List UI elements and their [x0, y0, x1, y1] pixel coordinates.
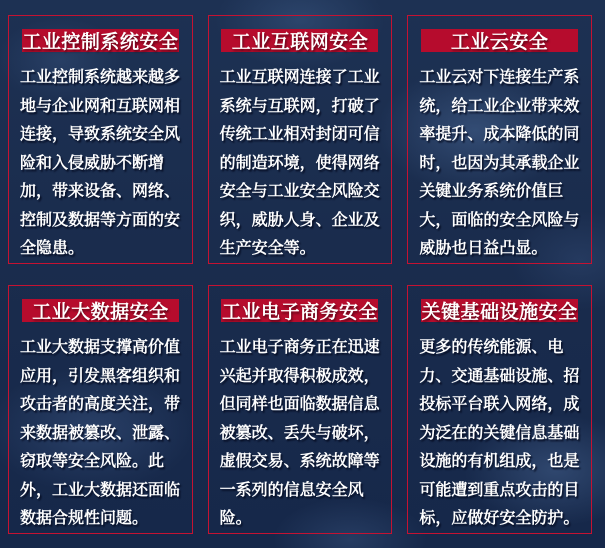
card-body-text: 工业电子商务正在迅速兴起并取得积极成效，但同样也面临数据信息被篡改、丢失与破坏，虚假交易、系统故障等一系列的信息安全风险。: [219, 339, 380, 527]
card-title-banner: [221, 29, 378, 52]
card-title: 关键基础设施安全: [421, 302, 578, 323]
card-title-banner: [22, 299, 179, 322]
card-industrial-big-data-security: [8, 285, 193, 534]
card-title: 工业控制系统安全: [22, 32, 179, 53]
card-critical-infrastructure-security: [407, 285, 592, 534]
card-body-text: 工业云对下连接生产系统，给工业企业带来效率提升、成本降低的同时，也因为其承载企业关键业务系统价值巨大，面临的安全风险与威胁也日益凸显。: [419, 69, 580, 257]
card-title-banner: [221, 299, 378, 322]
card-industrial-internet-security: [208, 15, 393, 264]
card-title-banner: [421, 29, 578, 52]
card-industrial-ecommerce-security: [208, 285, 393, 534]
card-industrial-cloud-security: [407, 15, 592, 264]
card-body-text: 工业控制系统越来越多地与企业网和互联网相连接，导致系统安全风险和入侵威胁不断增加，带来设备、网络、控制及数据等方面的安全隐患。: [20, 69, 181, 257]
card-body-text: 工业互联网连接了工业系统与互联网，打破了传统工业相对封闭可信的制造环境，使得网络安全与工业安全风险交织，威胁人身、企业及生产安全等。: [219, 69, 380, 257]
card-industrial-control-system-security: [8, 15, 193, 264]
card-title: 工业云安全: [450, 32, 549, 53]
card-body-text: 工业大数据支撑高价值应用，引发黑客组织和攻击者的高度关注，带来数据被篡改、泄露、窃取等安全风险。此外，工业大数据还面临数据合规性问题。: [20, 339, 181, 527]
card-body-text: 更多的传统能源、电力、交通基础设施、招投标平台联入网络，成为泛在的关键信息基础设施的有机组成，也是可能遭到重点攻击的目标，应做好安全防护。: [419, 339, 580, 527]
card-title-banner: [421, 299, 578, 322]
card-title: 工业大数据安全: [32, 302, 169, 323]
card-title: 工业互联网安全: [231, 32, 369, 53]
card-title: 工业电子商务安全: [221, 302, 378, 323]
card-title-banner: [22, 29, 179, 52]
